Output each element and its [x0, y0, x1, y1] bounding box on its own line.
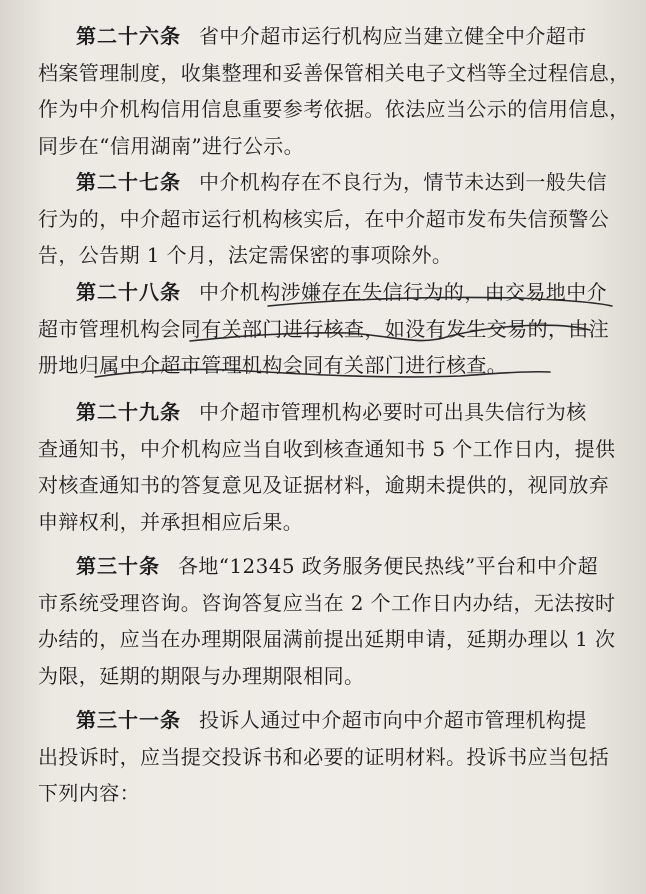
- article-text-line: 办结的，应当在办理期限届满前提出延期申请，延期办理以 1 次: [38, 627, 616, 651]
- article-text-line: 各地“12345 政务服务便民热线”平台和中介超: [178, 554, 599, 578]
- article-text-line: 同步在“信用湖南”进行公示。: [38, 133, 305, 158]
- article-heading: 第二十七条: [76, 170, 181, 194]
- article-28: [38, 274, 628, 384]
- article-heading: 第三十条: [76, 554, 160, 578]
- article-text-line: 超市管理机构会同有关部门进行核查，如没有发生交易的，由注: [38, 316, 610, 341]
- article-heading: 第三十一条: [76, 708, 181, 732]
- article-first-line: [38, 164, 628, 201]
- article-text-line: 作为中介机构信用信息重要参考依据。依法应当公示的信用信息，: [38, 97, 630, 121]
- article-text-line: 册地归属中介超市管理机构会同有关部门进行核查。: [38, 353, 508, 377]
- article-first-line: [38, 394, 628, 431]
- article-first-line: [38, 18, 628, 55]
- article-text-line: 档案管理制度，收集整理和妥善保管相关电子文档等全过程信息，: [38, 60, 630, 85]
- article-first-line: [38, 274, 628, 311]
- article-text-line: 中介机构涉嫌存在失信行为的，由交易地中介: [199, 280, 607, 304]
- article-text-line: 对核查通知书的答复意见及证据材料，逾期未提供的，视同放弃: [38, 473, 610, 497]
- article-31: [38, 702, 628, 812]
- article-30: [38, 548, 628, 694]
- article-text-line: 为限，延期的期限与办理期限相同。: [38, 663, 365, 688]
- article-text-line: 省中介超市运行机构应当建立健全中介超市: [199, 24, 587, 48]
- article-text-line: 查通知书，中介机构应当自收到核查通知书 5 个工作日内，提供: [38, 436, 616, 461]
- article-text-line: 行为的，中介超市运行机构核实后，在中介超市发布失信预警公: [38, 206, 610, 231]
- article-text-line: 市系统受理咨询。咨询答复应当在 2 个工作日内办结，无法按时: [38, 590, 616, 615]
- article-first-line: [38, 548, 628, 585]
- article-heading: 第二十九条: [76, 400, 181, 424]
- article-text-line: 中介机构存在不良行为，情节未达到一般失信: [199, 170, 607, 194]
- article-text-line: 下列内容：: [38, 781, 140, 805]
- article-26: [38, 18, 628, 164]
- article-29: [38, 394, 628, 540]
- article-text-line: 告，公告期 1 个月，法定需保密的事项除外。: [38, 243, 453, 267]
- article-first-line: [38, 702, 628, 739]
- article-text-line: 中介超市管理机构必要时可出具失信行为核: [199, 400, 587, 424]
- article-27: [38, 164, 628, 274]
- article-heading: 第二十六条: [76, 24, 181, 48]
- article-text-line: 投诉人通过中介超市向中介超市管理机构提: [199, 708, 587, 732]
- article-text-line: 申辩权利，并承担相应后果。: [38, 509, 304, 534]
- article-text-line: 出投诉时，应当提交投诉书和必要的证明材料。投诉书应当包括: [38, 744, 610, 769]
- article-heading: 第二十八条: [76, 280, 181, 304]
